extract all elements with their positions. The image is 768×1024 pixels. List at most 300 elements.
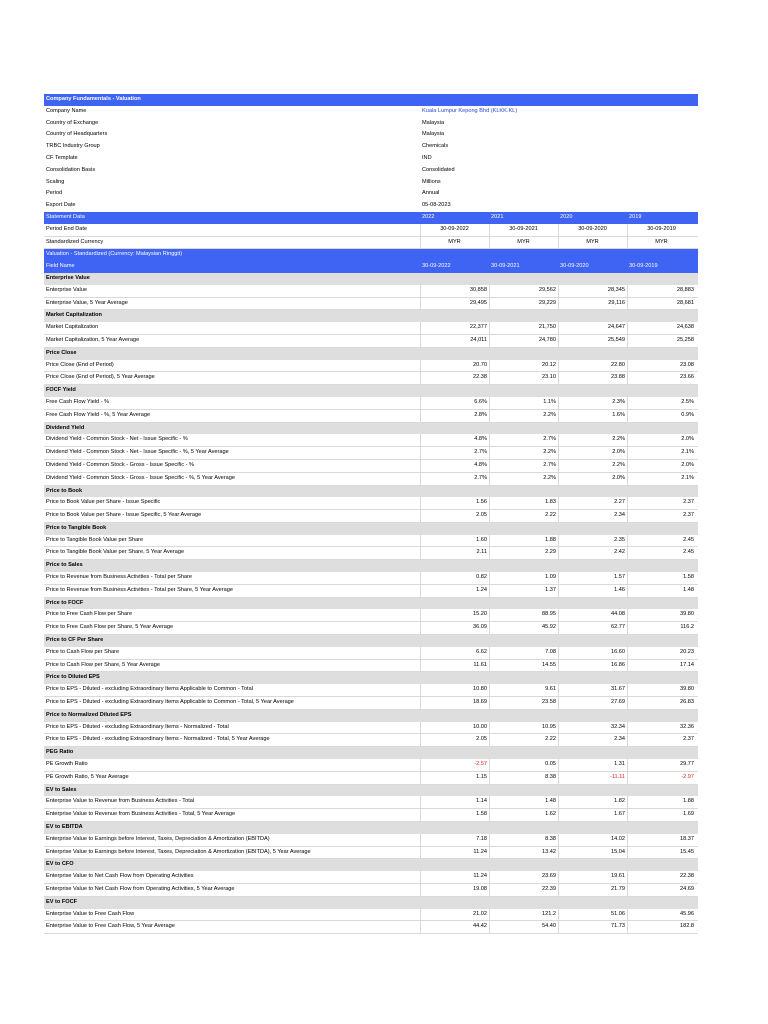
table-row <box>44 697 698 710</box>
value-cell: 14.02 <box>611 835 625 842</box>
value-cell: 22.38 <box>473 374 487 381</box>
value-cell: 20.23 <box>680 648 694 655</box>
value-cell: 21,750 <box>538 324 556 331</box>
value-cell: 1.57 <box>614 574 625 581</box>
value-cell: 19.61 <box>611 873 625 880</box>
value-cell: 22.80 <box>611 361 625 368</box>
value-cell: 29,495 <box>469 299 487 306</box>
section-header <box>44 423 698 435</box>
value-cell: 16.86 <box>611 661 625 668</box>
section-name: Enterprise Value <box>46 274 90 281</box>
currency-cell: MYR <box>448 238 461 245</box>
section-header <box>44 822 698 834</box>
period-end-row <box>44 224 698 237</box>
info-row <box>44 106 698 118</box>
value-cell: 182.8 <box>680 923 694 930</box>
section-name: Price Close <box>46 349 77 356</box>
row-label: Enterprise Value to Revenue from Business Activities - Total <box>46 798 195 805</box>
section-header <box>44 672 698 684</box>
value-cell: 1.58 <box>683 574 694 581</box>
value-cell: 23.69 <box>542 873 556 880</box>
page-title: Company Fundamentals - Valuation <box>46 96 141 102</box>
info-label: Consolidation Basis <box>46 166 96 173</box>
value-cell: 24,647 <box>607 324 625 331</box>
table-row <box>44 473 698 486</box>
section-header <box>44 859 698 871</box>
value-cell: 29,229 <box>538 299 556 306</box>
row-label: Enterprise Value <box>46 286 87 293</box>
value-cell: 25,549 <box>607 336 625 343</box>
value-cell: -11.11 <box>609 773 625 780</box>
row-label: Price to Free Cash Flow per Share <box>46 611 133 618</box>
value-cell: 0.82 <box>476 574 487 581</box>
value-cell: 15.20 <box>473 611 487 618</box>
value-cell: 10.00 <box>473 723 487 730</box>
row-label: Price to Tangible Book Value per Share <box>46 536 144 543</box>
section-name: EV to CFO <box>46 861 74 868</box>
value-cell: 2.35 <box>614 536 625 543</box>
info-row <box>44 118 698 130</box>
table-row <box>44 772 698 785</box>
value-cell: 2.37 <box>683 512 694 519</box>
value-cell: 2.27 <box>614 499 625 506</box>
section-name: EV to FOCF <box>46 898 78 905</box>
table-row <box>44 609 698 622</box>
row-label: Enterprise Value to Earnings before Interest, Taxes, Depreciation & Amortization (EBITDA), 5 Year Average <box>46 848 311 855</box>
row-label: Market Capitalization <box>46 324 99 331</box>
value-cell: 1.37 <box>545 586 556 593</box>
row-label: Price to EPS - Diluted - excluding Extraordinary Items - Normalized - Total, 5 Year Average <box>46 736 270 743</box>
row-label: Enterprise Value to Net Cash Flow from Operating Activities <box>46 873 194 880</box>
value-cell: 8.38 <box>545 773 556 780</box>
period-end-cell: 30-09-2020 <box>578 225 607 232</box>
value-cell: 1.88 <box>683 798 694 805</box>
value-cell: 29,562 <box>538 286 556 293</box>
table-row <box>44 397 698 410</box>
value-cell: 7.18 <box>476 835 487 842</box>
section-header <box>44 273 698 285</box>
value-cell: 71.73 <box>611 923 625 930</box>
section-name: Price to FOCF <box>46 599 84 606</box>
value-cell: 1.62 <box>545 811 556 818</box>
value-cell: 24,780 <box>538 336 556 343</box>
row-label: Price to EPS - Diluted - excluding Extraordinary Items Applicable to Common - Total <box>46 686 253 693</box>
year-header: 2020 <box>560 213 573 220</box>
value-cell: 44.42 <box>473 923 487 930</box>
period-end-cell: 30-09-2022 <box>440 225 469 232</box>
value-cell: 2.2% <box>543 449 556 456</box>
value-cell: 1.56 <box>476 499 487 506</box>
value-cell: 2.7% <box>474 449 487 456</box>
value-cell: 6.62 <box>476 648 487 655</box>
row-label: Price to Cash Flow per Share, 5 Year Average <box>46 661 161 668</box>
statement-data-label: Statement Data <box>46 213 85 220</box>
info-row <box>44 129 698 141</box>
table-row <box>44 497 698 510</box>
row-label: Dividend Yield - Common Stock - Net - Issue Specific - % <box>46 436 188 443</box>
table-row <box>44 510 698 523</box>
value-cell: 2.42 <box>614 549 625 556</box>
row-label: PE Growth Ratio, 5 Year Average <box>46 773 129 780</box>
table-row <box>44 372 698 385</box>
value-cell: 32.36 <box>680 723 694 730</box>
value-cell: 1.67 <box>614 811 625 818</box>
field-name-banner <box>44 261 698 273</box>
value-cell: 24,011 <box>470 336 487 343</box>
value-cell: 1.58 <box>476 811 487 818</box>
period-end-cell: 30-09-2019 <box>647 225 676 232</box>
value-cell: 44.08 <box>611 611 625 618</box>
value-cell: 2.1% <box>681 474 694 481</box>
value-cell: 2.37 <box>683 736 694 743</box>
currency-row <box>44 237 698 250</box>
currency-cell: MYR <box>655 238 668 245</box>
value-cell: 28,883 <box>676 286 694 293</box>
value-cell: 32.34 <box>611 723 625 730</box>
value-cell: 2.7% <box>543 461 556 468</box>
value-cell: 1.60 <box>476 536 487 543</box>
section-name: PEG Ratio <box>46 749 74 756</box>
value-cell: 20.70 <box>473 361 487 368</box>
info-value: Malaysia <box>422 131 445 138</box>
value-cell: -2.57 <box>474 761 487 768</box>
value-cell: 1.15 <box>476 773 487 780</box>
info-row <box>44 188 698 200</box>
table-row <box>44 298 698 311</box>
info-label: Period <box>46 190 63 197</box>
info-value: Malaysia <box>422 119 445 126</box>
table-row <box>44 572 698 585</box>
row-label: Enterprise Value, 5 Year Average <box>46 299 128 306</box>
table-row <box>44 285 698 298</box>
value-cell: 1.31 <box>614 761 625 768</box>
table-row <box>44 535 698 548</box>
row-label: Price Close (End of Period), 5 Year Average <box>46 374 155 381</box>
value-cell: 2.2% <box>612 436 625 443</box>
value-cell: 22.39 <box>542 886 556 892</box>
table-row <box>44 734 698 747</box>
section-header <box>44 710 698 722</box>
value-cell: 2.0% <box>681 436 694 443</box>
info-label: Scaling <box>46 178 65 185</box>
info-value: IND <box>422 154 432 161</box>
table-row <box>44 884 698 897</box>
section-header <box>44 635 698 647</box>
section-name: EV to EBITDA <box>46 824 83 831</box>
table-row <box>44 322 698 335</box>
section-name: Market Capitalization <box>46 312 102 319</box>
value-cell: 2.34 <box>614 736 625 743</box>
section-name: Price to Normalized Diluted EPS <box>46 711 132 718</box>
section-header <box>44 785 698 797</box>
value-cell: 0.05 <box>545 761 556 768</box>
value-cell: 2.37 <box>683 499 694 506</box>
value-cell: 11.24 <box>473 873 487 880</box>
value-cell: 2.0% <box>681 461 694 468</box>
table-row <box>44 410 698 423</box>
value-cell: 1.14 <box>476 798 487 805</box>
section-header <box>44 747 698 759</box>
value-cell: 2.7% <box>543 436 556 443</box>
section-header <box>44 897 698 909</box>
value-cell: 23.88 <box>611 374 625 381</box>
section-name: Dividend Yield <box>46 424 85 431</box>
value-cell: 25,258 <box>676 336 694 343</box>
row-label: Price Close (End of Period) <box>46 361 114 368</box>
row-label: Dividend Yield - Common Stock - Net - Issue Specific - %, 5 Year Average <box>46 449 229 456</box>
value-cell: 21.79 <box>611 886 625 892</box>
value-cell: 2.8% <box>474 411 487 418</box>
row-label: Free Cash Flow Yield - % <box>46 398 110 405</box>
info-value: Annual <box>422 190 440 197</box>
value-cell: 45.96 <box>680 910 694 917</box>
table-row <box>44 921 698 934</box>
year-header: 2019 <box>629 213 642 220</box>
row-label: PE Growth Ratio <box>46 761 88 768</box>
section-header <box>44 486 698 498</box>
section-header <box>44 310 698 322</box>
section-header <box>44 598 698 610</box>
value-cell: 1.48 <box>683 586 694 593</box>
section-name: FOCF Yield <box>46 387 76 394</box>
table-row <box>44 335 698 348</box>
value-cell: 2.45 <box>683 549 694 556</box>
info-label: CF Template <box>46 154 78 161</box>
row-label: Price to Free Cash Flow per Share, 5 Year Average <box>46 624 174 631</box>
row-label: Price to EPS - Diluted - excluding Extraordinary Items - Normalized - Total <box>46 723 229 730</box>
value-cell: 1.1% <box>543 398 556 405</box>
value-cell: 18.37 <box>680 835 694 842</box>
value-cell: 2.11 <box>476 549 487 556</box>
section-name: Price to CF Per Share <box>46 637 104 644</box>
valuation-header: Valuation - Standardized (Currency: Malaysian Ringgit) <box>46 251 183 258</box>
info-value: 05-08-2023 <box>422 202 451 209</box>
value-cell: 23.58 <box>542 699 556 706</box>
section-name: Price to Book <box>46 487 83 494</box>
row-label: Price to Book Value per Share - Issue Specific <box>46 499 161 506</box>
value-cell: 7.08 <box>545 648 556 655</box>
valuation-sheet <box>44 94 698 934</box>
value-cell: 2.2% <box>612 461 625 468</box>
value-cell: 1.6% <box>612 411 625 418</box>
value-cell: 4.8% <box>474 436 487 443</box>
row-label: Enterprise Value to Revenue from Business Activities - Total, 5 Year Average <box>46 811 236 818</box>
value-cell: 19.08 <box>473 886 487 892</box>
value-cell: 45.92 <box>542 624 556 631</box>
section-name: Price to Tangible Book <box>46 524 107 531</box>
value-cell: 51.06 <box>611 910 625 917</box>
info-row <box>44 200 698 212</box>
section-name: EV to Sales <box>46 786 77 793</box>
section-header <box>44 348 698 360</box>
value-cell: 26.83 <box>680 699 694 706</box>
row-label: Price to Revenue from Business Activities - Total per Share, 5 Year Average <box>46 586 233 593</box>
value-cell: 2.0% <box>612 474 625 481</box>
table-row <box>44 660 698 673</box>
value-cell: 28,681 <box>676 299 694 306</box>
value-cell: 4.8% <box>474 461 487 468</box>
value-cell: 23.10 <box>542 374 556 381</box>
value-cell: 121.2 <box>542 910 556 917</box>
value-cell: 22.38 <box>680 873 694 880</box>
value-cell: 2.05 <box>476 736 487 743</box>
table-row <box>44 847 698 860</box>
info-label: Export Date <box>46 202 76 209</box>
info-label: TRBC Industry Group <box>46 143 100 150</box>
value-cell: 24,638 <box>676 324 694 331</box>
value-cell: 11.61 <box>473 661 487 668</box>
info-row <box>44 177 698 189</box>
value-cell: 2.1% <box>681 449 694 456</box>
value-cell: 2.29 <box>545 549 556 556</box>
row-label: Dividend Yield - Common Stock - Gross - Issue Specific - % <box>46 461 194 468</box>
value-cell: 11.24 <box>473 848 487 855</box>
value-cell: 15.45 <box>680 848 694 855</box>
row-label: Enterprise Value to Net Cash Flow from Operating Activities, 5 Year Average <box>46 886 235 892</box>
value-cell: 1.46 <box>614 586 625 593</box>
table-row <box>44 759 698 772</box>
value-cell: 39.80 <box>680 686 694 693</box>
table-row <box>44 796 698 809</box>
statement-data-banner <box>44 212 698 224</box>
currency-label: Standardized Currency <box>46 238 104 245</box>
value-cell: 30,858 <box>469 286 487 293</box>
section-header <box>44 560 698 572</box>
value-cell: -2.97 <box>681 773 694 780</box>
value-cell: 1.83 <box>545 499 556 506</box>
value-cell: 13.42 <box>542 848 556 855</box>
value-cell: 2.7% <box>474 474 487 481</box>
row-label: Price to EPS - Diluted - excluding Extraordinary Items Applicable to Common - Total, 5 Year Average <box>46 699 294 706</box>
date-header: 30-09-2019 <box>629 263 658 270</box>
value-cell: 1.09 <box>545 574 556 581</box>
value-cell: 22,377 <box>469 324 487 331</box>
value-cell: 27.69 <box>611 699 625 706</box>
date-header: 30-09-2020 <box>560 263 589 270</box>
value-cell: 9.61 <box>545 686 556 693</box>
year-header: 2022 <box>422 213 435 220</box>
currency-cell: MYR <box>586 238 599 245</box>
info-label: Company Name <box>46 107 87 114</box>
section-name: Price to Sales <box>46 562 83 569</box>
field-name-label: Field Name <box>46 263 75 270</box>
value-cell: 2.05 <box>476 512 487 519</box>
table-row <box>44 809 698 822</box>
currency-cell: MYR <box>517 238 530 245</box>
value-cell: 18.69 <box>473 699 487 706</box>
table-row <box>44 585 698 598</box>
value-cell: 16.60 <box>611 648 625 655</box>
value-cell: 1.24 <box>476 586 487 593</box>
row-label: Market Capitalization, 5 Year Average <box>46 336 140 343</box>
info-row <box>44 141 698 153</box>
value-cell: 0.9% <box>681 411 694 418</box>
table-row <box>44 434 698 447</box>
value-cell: 8.38 <box>545 835 556 842</box>
table-row <box>44 909 698 922</box>
date-header: 30-09-2021 <box>491 263 520 270</box>
value-cell: 39.80 <box>680 611 694 618</box>
info-label: Country of Exchange <box>46 119 99 126</box>
value-cell: 31.67 <box>611 686 625 693</box>
section-header <box>44 523 698 535</box>
info-row <box>44 165 698 177</box>
section-title-banner <box>44 94 698 106</box>
row-label: Price to Tangible Book Value per Share, 5 Year Average <box>46 549 185 556</box>
row-label: Price to Revenue from Business Activities - Total per Share <box>46 574 193 581</box>
value-cell: 2.3% <box>612 398 625 405</box>
value-cell: 10.95 <box>542 723 556 730</box>
row-label: Enterprise Value to Free Cash Flow <box>46 910 135 917</box>
value-cell: 23.08 <box>680 361 694 368</box>
value-cell: 1.69 <box>683 811 694 818</box>
info-label: Country of Headquarters <box>46 131 108 138</box>
value-cell: 62.77 <box>611 624 625 631</box>
table-row <box>44 547 698 560</box>
value-cell: 24.69 <box>680 886 694 892</box>
value-cell: 88.95 <box>542 611 556 618</box>
section-header <box>44 385 698 397</box>
table-row <box>44 647 698 660</box>
table-row <box>44 684 698 697</box>
info-row <box>44 153 698 165</box>
info-value: Millions <box>422 178 441 185</box>
value-cell: 28,345 <box>607 286 625 293</box>
value-cell: 29,116 <box>608 299 625 306</box>
value-cell: 20.12 <box>542 361 556 368</box>
row-label: Price to Cash Flow per Share <box>46 648 120 655</box>
row-label: Enterprise Value to Earnings before Interest, Taxes, Depreciation & Amortization (EBITDA) <box>46 835 270 842</box>
row-label: Price to Book Value per Share - Issue Specific, 5 Year Average <box>46 512 202 519</box>
value-cell: 54.40 <box>542 923 556 930</box>
value-cell: 1.48 <box>545 798 556 805</box>
period-end-label: Period End Date <box>46 225 88 232</box>
info-value: Chemicals <box>422 143 449 150</box>
value-cell: 29.77 <box>680 761 694 768</box>
section-name: Price to Diluted EPS <box>46 674 100 681</box>
table-row <box>44 622 698 635</box>
company-name-link[interactable]: Kuala Lumpur Kepong Bhd (KLKK.KL) <box>422 107 518 114</box>
value-cell: 2.2% <box>543 474 556 481</box>
valuation-header-banner <box>44 249 698 261</box>
value-cell: 2.5% <box>681 398 694 405</box>
value-cell: 2.34 <box>614 512 625 519</box>
value-cell: 2.2% <box>543 411 556 418</box>
value-cell: 2.22 <box>545 736 556 743</box>
table-row <box>44 460 698 473</box>
row-label: Free Cash Flow Yield - %, 5 Year Average <box>46 411 151 418</box>
info-value: Consolidated <box>422 166 455 173</box>
value-cell: 1.88 <box>545 536 556 543</box>
row-label: Dividend Yield - Common Stock - Gross - Issue Specific - %, 5 Year Average <box>46 474 235 481</box>
value-cell: 116.2 <box>680 624 694 631</box>
value-cell: 2.0% <box>612 449 625 456</box>
table-row <box>44 871 698 884</box>
value-cell: 1.82 <box>614 798 625 805</box>
date-header: 30-09-2022 <box>422 263 451 270</box>
value-cell: 10.80 <box>473 686 487 693</box>
value-cell: 6.6% <box>474 398 487 405</box>
value-cell: 15.04 <box>611 848 625 855</box>
table-row <box>44 722 698 735</box>
table-row <box>44 360 698 373</box>
value-cell: 36.09 <box>473 624 487 631</box>
table-row <box>44 447 698 460</box>
value-cell: 21.02 <box>473 910 487 917</box>
table-row <box>44 834 698 847</box>
value-cell: 14.55 <box>542 661 556 668</box>
value-cell: 2.22 <box>545 512 556 519</box>
